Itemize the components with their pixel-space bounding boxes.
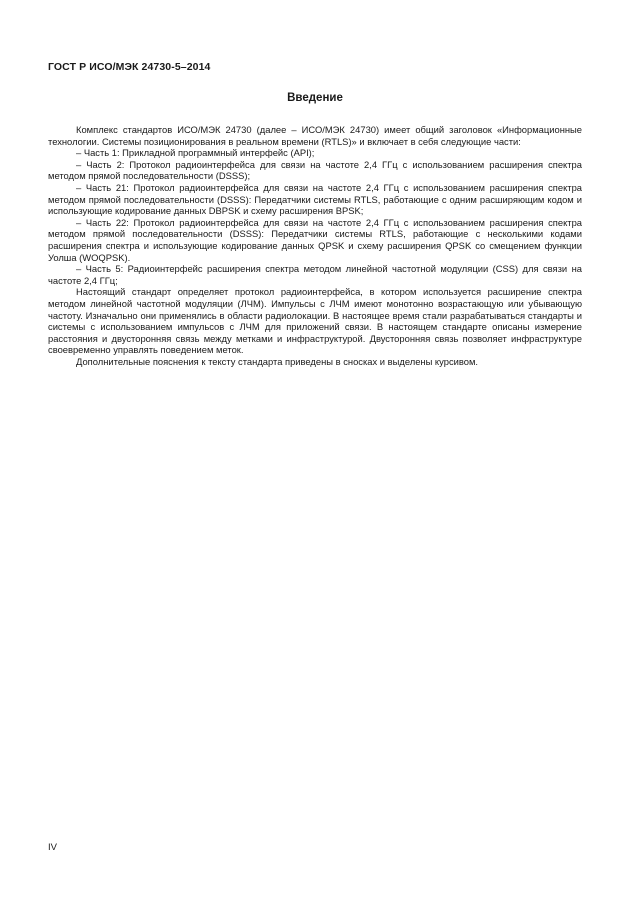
list-item-part-21: – Часть 21: Протокол радиоинтерфейса для связи на частоте 2,4 ГГц с использованием расширения спектра методом прямой последовательности (DSSS): Передатчики системы RTLS, работающие с одним расширяющим кодом и использующие кодирование данных DBPSK и схему расширения BPSK; — [48, 181, 582, 217]
list-item-part-5: – Часть 5: Радиоинтерфейс расширения спектра методом линейной частотной модуляции (CSS) для связи на частоте 2,4 ГГц; — [48, 263, 582, 286]
paragraph-notes: Дополнительные пояснения к тексту стандарта приведены в сносках и выделены курсивом. — [76, 355, 479, 367]
list-item-part-1: – Часть 1: Прикладной программный интерфейс (API); — [76, 147, 315, 159]
paragraph-scope: Настоящий стандарт определяет протокол радиоинтерфейса, в котором используется расширение спектра методом линейной частотной модуляции (ЛЧМ). Импульсы с ЛЧМ имеют монотонно возрастающую или убывающую частоту. Изначально они применялись в области радиолокации. В настоящее время стали разрабатываться стандарты и системы с использованием импульсов с ЛЧМ для приложений связи. В настоящем стандарте описаны измерение расстояния и двусторонняя связь между метками и инфраструктурой. Двусторонняя связь позволяет инфраструктуре своевременно управлять поведением меток. — [48, 286, 582, 356]
page-number: IV — [48, 842, 57, 853]
document-header: ГОСТ Р ИСО/МЭК 24730-5–2014 — [48, 61, 211, 73]
list-item-part-2: – Часть 2: Протокол радиоинтерфейса для связи на частоте 2,4 ГГц с использованием расширения спектра методом прямой последовательности (DSSS); — [48, 158, 582, 182]
paragraph-intro: Комплекс стандартов ИСО/МЭК 24730 (далее – ИСО/МЭК 24730) имеет общий заголовок «Информационные технологии. Системы позиционирования в реальном времени (RTLS)» и включает в себя следующие части: — [48, 124, 582, 147]
body-text — [48, 124, 582, 367]
section-title: Введение — [287, 92, 343, 104]
list-item-part-22: – Часть 22: Протокол радиоинтерфейса для связи на частоте 2,4 ГГц с использованием расширения спектра методом прямой последовательности (DSSS): Передатчики системы RTLS, работающие с несколькими кодами расширения спектра и использующие кодирование данных QPSK и схему расширения QPSK со смещением функции Уолша (WOQPSK). — [48, 216, 582, 263]
